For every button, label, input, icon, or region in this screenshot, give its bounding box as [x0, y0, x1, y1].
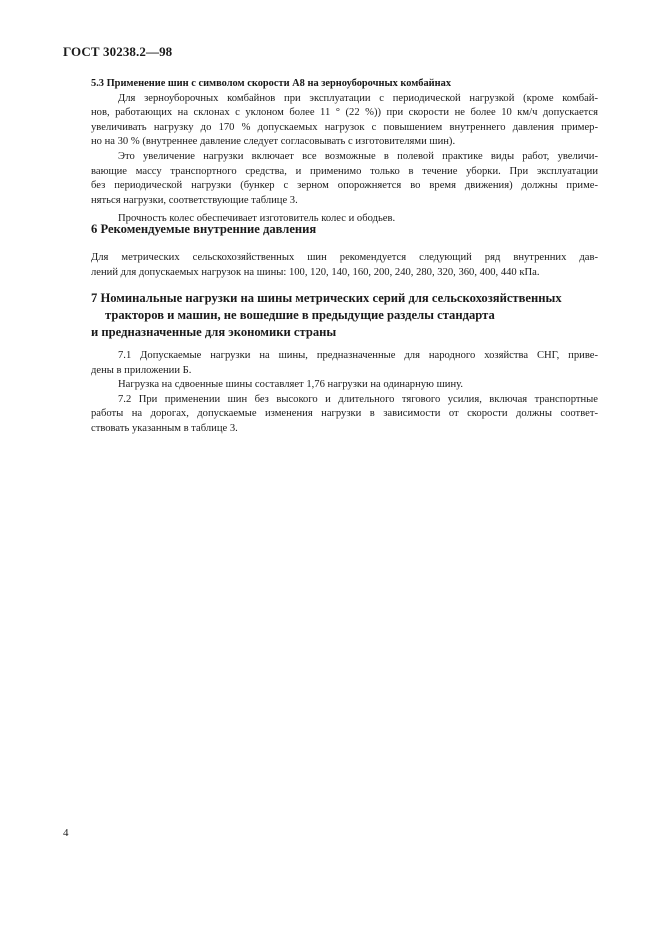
- paragraph-line: 7.1 Допускаемые нагрузки на шины, предназначенные для народного хозяйства СНГ, приве-: [118, 350, 598, 361]
- paragraph-line: дены в приложении Б.: [91, 364, 192, 376]
- paragraph-line: Прочность колес обеспечивает изготовитель колес и ободьев.: [118, 213, 396, 225]
- section-7-body: [91, 349, 598, 437]
- paragraph-line: Для метрических сельскохозяйственных шин рекомендуется следующий ряд внутренних дав-: [91, 252, 598, 263]
- subsection-heading: 5.3 Применение шин с символом скорости А8 на зерноуборочных комбайнах: [91, 78, 452, 89]
- paragraph-line: няться нагрузки, соответствующие таблице 3.: [91, 194, 298, 206]
- section-5-3: [91, 77, 598, 227]
- paragraph-line: работы на дорогах, допускаемые изменения нагрузки в зависимости от скорости должны соответ-: [91, 408, 598, 420]
- paragraph-line: увеличивать нагрузку до 170 % допускаемых нагрузок с повышением внутреннего давления пример-: [91, 121, 598, 133]
- paragraph-line: нов, работающих на склонах с уклоном более 11 ° (22 %)) при скорости не более 10 км/ч допускается: [91, 107, 598, 119]
- paragraph-line: Для зерноуборочных комбайнов при эксплуатации с периодической нагрузкой (кроме комбай-: [118, 92, 598, 104]
- section-6-heading: 6 Рекомендуемые внутренние давления: [91, 222, 317, 236]
- paragraph-line: Нагрузка на сдвоенные шины составляет 1,76 нагрузки на одинарную шину.: [118, 379, 463, 391]
- section-heading-line: и предназначенные для экономики страны: [91, 324, 337, 339]
- paragraph-line: 7.2 При применении шин без высокого и длительного тягового усилия, включая транспортные: [118, 393, 598, 405]
- paragraph-line: вающие массу транспортного средства, и применимо только в течение уборки. При эксплуатации: [91, 165, 598, 177]
- paragraph-line: лений для допускаемых нагрузок на шины: 100, 120, 140, 160, 200, 240, 280, 320, 360, 400, 440 кПа.: [91, 266, 540, 278]
- paragraph-line: но на 30 % (внутреннее давление следует согласовывать с изготовителями шин).: [91, 136, 456, 148]
- paragraph-line: Это увеличение нагрузки включает все возможные в полевой практике виды работ, увеличи-: [118, 150, 598, 162]
- section-heading-line: 7 Номинальные нагрузки на шины метрических серий для сельскохозяйственных: [91, 291, 562, 305]
- section-7-heading: [91, 290, 562, 340]
- standard-header: ГОСТ 30238.2—98: [63, 44, 173, 59]
- page-number: 4: [63, 827, 69, 839]
- paragraph-line: ствовать указанным в таблице 3.: [91, 422, 238, 434]
- paragraph-line: без периодической нагрузки (бункер с зерном опорожняется во время движения) должны приме-: [91, 180, 598, 192]
- section-heading-line: тракторов и машин, не вошедшие в предыдущие разделы стандарта: [105, 307, 495, 322]
- section-6-body: [91, 251, 598, 280]
